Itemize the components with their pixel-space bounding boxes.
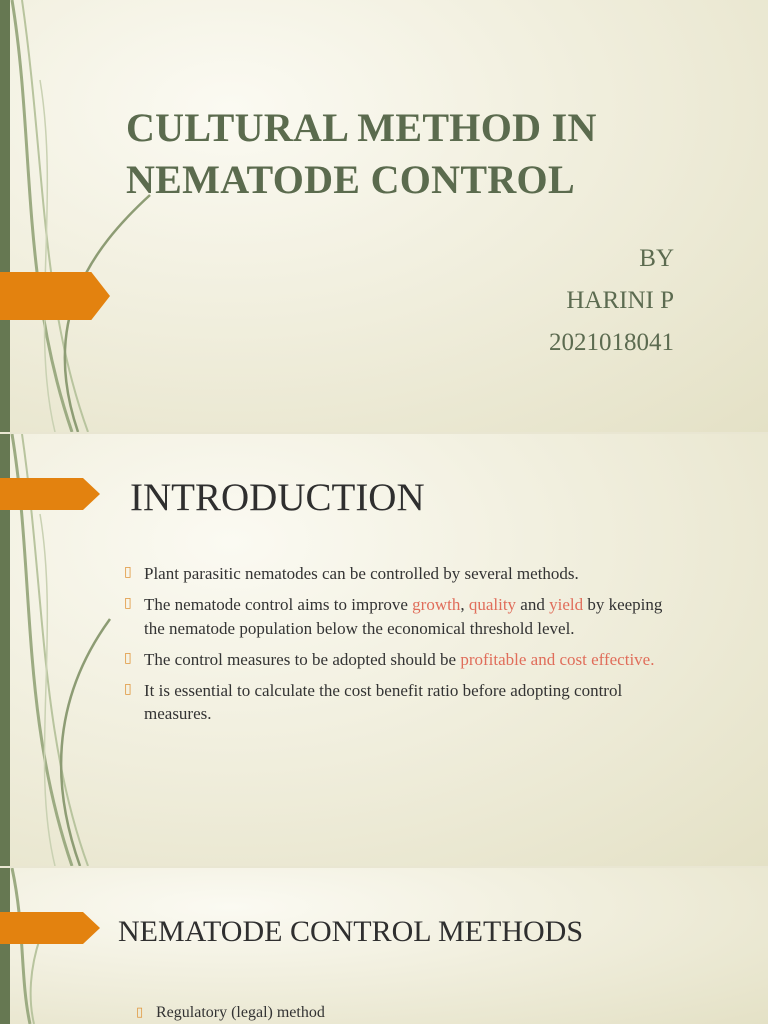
list-item: ▯ It is essential to calculate the cost benefit ratio before adopting control measures. — [122, 679, 682, 726]
bullet-marker-icon: ▯ — [124, 565, 132, 580]
highlight-yield: yield — [549, 595, 584, 614]
list-item: ▯ Plant parasitic nematodes can be controlled by several methods. — [122, 562, 682, 586]
title-line-2: NEMATODE CONTROL — [126, 157, 575, 202]
bullet-list — [134, 1002, 325, 1024]
presentation-title — [126, 102, 597, 206]
orange-arrow-tab — [0, 478, 100, 510]
introduction-slide — [0, 434, 768, 866]
highlight-profitable: profitable and cost effective. — [460, 649, 655, 669]
orange-arrow-tab — [0, 272, 110, 320]
author-block — [549, 238, 674, 364]
roll-number: 2021018041 — [549, 329, 674, 356]
slide-title: INTRODUCTION — [130, 476, 425, 519]
decorative-swoosh-icon — [0, 0, 160, 432]
author-name: HARINI P — [566, 287, 674, 314]
slide-title: NEMATODE CONTROL METHODS — [118, 915, 583, 948]
bullet-marker-icon: ▯ — [124, 596, 132, 611]
list-item: ▯ The control measures to be adopted should be profitable and cost effective. — [122, 648, 682, 672]
title-line-1: CULTURAL METHOD IN — [126, 105, 597, 150]
bullet-marker-icon: ▯ — [124, 650, 132, 666]
orange-arrow-tab — [0, 912, 100, 944]
by-label: BY — [639, 245, 674, 272]
bullet-marker-icon: ▯ — [136, 1004, 144, 1019]
highlight-growth: growth — [412, 595, 461, 614]
highlight-quality: quality — [468, 595, 517, 614]
list-item: ▯ Regulatory (legal) method — [134, 1002, 325, 1024]
bullet-marker-icon: ▯ — [124, 681, 132, 697]
title-slide — [0, 0, 768, 432]
list-item: ▯ The nematode control aims to improve growth, quality and yield by keeping the nematode population below the economical threshold level. — [122, 593, 682, 640]
bullet-list — [122, 562, 682, 733]
control-methods-slide — [0, 868, 768, 1024]
